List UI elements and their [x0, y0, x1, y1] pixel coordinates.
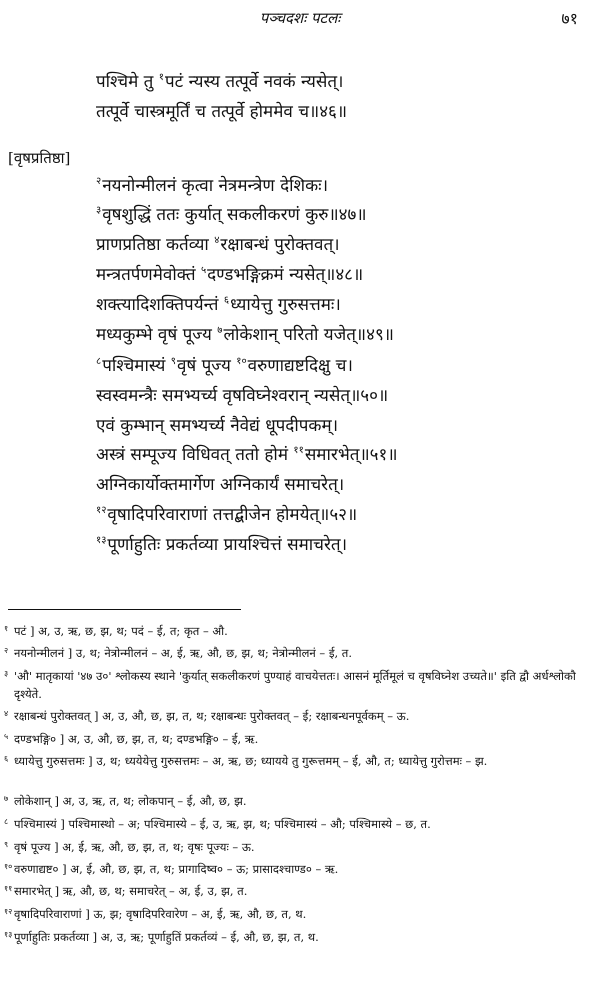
verse-line: स्वस्वमन्त्रैः समभ्यर्च्य वृषविघ्नेश्वरान् न्यसेत्॥५०॥: [96, 386, 389, 406]
footnote-text: पूर्णाहुतिः प्रकर्तव्या ] अ, उ, ऋ; पूर्णाहुतिं प्रकर्तव्यं – ई, औ, छ, झ, त, थ.: [14, 930, 319, 944]
footnote-mark: १०: [236, 356, 247, 368]
footnote-number: २: [4, 646, 9, 655]
verse-line: प्राणप्रतिष्ठा कर्तव्या $^४$रक्षाबन्धं पुरोक्तवत्।: [96, 235, 340, 255]
footnote-mark: ७: [217, 325, 223, 337]
footnote: [4, 882, 584, 900]
footnote-mark: ५: [200, 265, 207, 277]
footnote-mark: ९: [170, 356, 176, 368]
footnote-number: ७: [4, 794, 9, 803]
verse-line: अग्निकार्योक्तमार्गेण अग्निकार्यं समाचरेत्।: [96, 475, 345, 495]
footnote-mark: ८: [96, 356, 102, 368]
verse-line: $^{१३}$पूर्णाहुतिः प्रकर्तव्या प्रायश्चित्तं समाचरेत्।: [96, 535, 348, 555]
footnote-divider: [8, 609, 241, 610]
footnote-text: वरुणाद्यष्ट० ] अ, ई, औ, छ, झ, त, थ; प्रागादिष्व० – ऊ; प्रासादश्चाण्ड० – ऋ.: [14, 862, 339, 876]
footnote-mark: ११: [293, 445, 304, 457]
footnote: [4, 752, 584, 770]
footnote-number: ११: [4, 884, 13, 893]
footnote-mark: १३: [96, 535, 107, 547]
chapter-title: पञ्चदशः पटलः: [259, 9, 341, 27]
footnote: [4, 905, 584, 923]
verse-line: $^८$पश्चिमास्यं $^९$वृषं पूज्य $^{१०}$वरुणाद्यष्टदिक्षु च।: [96, 356, 353, 376]
verse-line: अस्त्रं सम्पूज्य विधिवत् ततो होमं $^{११}$समारभेत्॥५१॥: [96, 445, 398, 465]
footnote-number: ४: [4, 709, 9, 718]
footnote-number: ९: [4, 840, 9, 849]
footnote-mark: १२: [96, 505, 107, 517]
footnote-mark: १: [158, 72, 164, 84]
footnote-number: १३: [4, 930, 13, 939]
footnote-text: दण्डभङ्गि० ] अ, उ, औ, छ, झ, त, थ; दण्डभङ्गि० – ई, ऋ.: [14, 732, 259, 746]
verse-line: मध्यकुम्भे वृषं पूज्य $^७$लोकेशान् परितो यजेत्॥४९॥: [96, 325, 394, 345]
footnote: [4, 707, 584, 725]
verse-line: मन्त्रतर्पणमेवोक्तं $^५$दण्डभङ्गिक्रमं न्यसेत्॥४८॥: [96, 265, 364, 285]
footnote-mark: २: [96, 176, 102, 188]
footnote-text: वृषं पूज्य ] अ, ई, ऋ, औ, छ, झ, त, थ; वृषः पूज्यः – ऊ.: [14, 840, 255, 854]
footnote-mark: ३: [96, 205, 102, 217]
footnote-text: समारभेत् ] ऋ, औ, छ, थ; समाचरेत् – अ, ई, उ, झ, त.: [14, 884, 248, 898]
footnote-number: ६: [4, 754, 9, 763]
footnote: [4, 644, 584, 662]
verse-line: तत्पूर्वे चास्त्रमूर्तिं च तत्पूर्वे होममेव च॥४६॥: [96, 102, 348, 122]
footnote-text: वृषादिपरिवाराणां ] ऊ, झ; वृषादिपरिवारेण – अ, ई, ऋ, औ, छ, त, थ.: [14, 907, 307, 921]
verse-line: पश्चिमे तु $^१$पटं न्यस्य तत्पूर्वे नवकं न्यसेत्।: [96, 72, 344, 92]
footnote-text: 'औ' मातृकायां '४७ उ०' श्लोकस्य स्थाने 'कुर्यात् सकलीकरणं पुण्याहं वाचयेत्ततः। आसनं मूर्तिमूलं च वृषविघ्नेश उच्यते॥' इति द्वौ अर्धश्लोकौ दृश्येते.: [14, 669, 576, 701]
footnote-text: नयनोन्मीलनं ] उ, थ; नेत्रोन्मीलनं – अ, ई, ऋ, औ, छ, झ, थ; नेत्रोन्मीलनं – ई, त.: [14, 646, 352, 660]
verse-line: शक्त्यादिशक्तिपर्यन्तं $^६$ध्यायेत्तु गुरुसत्तमः।: [96, 295, 341, 315]
footnote: [4, 860, 584, 878]
footnote-number: ५: [4, 732, 9, 741]
footnote-text: पटं ] अ, उ, ऋ, छ, झ, थ; पदं – ई, त; कृत – औ.: [14, 624, 228, 638]
footnote: [4, 667, 584, 703]
footnote-number: १२: [4, 907, 13, 916]
footnote: [4, 792, 584, 810]
verse-line: $^२$नयनोन्मीलनं कृत्वा नेत्रमन्त्रेण देशिकः।: [96, 176, 329, 196]
footnote: [4, 815, 584, 833]
verse-line: एवं कुम्भान् समभ्यर्च्य नैवेद्यं धूपदीपकम्।: [96, 416, 339, 436]
footnote-number: ३: [4, 669, 9, 678]
footnote: [4, 838, 584, 856]
footnote: [4, 730, 584, 748]
footnote-mark: ६: [223, 295, 230, 307]
verse-line: $^{१२}$वृषादिपरिवाराणां तत्तद्बीजेन होमयेत्॥५२॥: [96, 505, 358, 525]
footnote-text: रक्षाबन्धं पुरोक्तवत् ] अ, उ, औ, छ, झ, त, थ; रक्षाबन्धः पुरोक्तवत् – ई; रक्षाबन्धनपूर्वकम् – ऊ.: [14, 709, 410, 723]
footnote-number: १: [4, 624, 9, 633]
footnote-text: पश्चिमास्यं ] पश्चिमास्थो – अ; पश्चिमास्ये – ई, उ, ऋ, झ, थ; पश्चिमास्यं – औ; पश्चिमास्ये – छ, त.: [14, 817, 431, 831]
section-label: [वृषप्रतिष्ठा]: [8, 149, 71, 167]
verse-line: $^३$वृषशुद्धिं ततः कुर्यात् सकलीकरणं कुरु॥४७॥: [96, 205, 367, 225]
footnote-number: ८: [4, 817, 9, 826]
footnote-text: ध्यायेत्तु गुरुसत्तमः ] उ, थ; ध्ययेयेत्तु गुरुसत्तमः – अ, ऋ, छ; ध्यायये तु गुरूत्तमम् – ई, औ, त; ध्यायेत्तु गुरोत्तमः – झ.: [14, 754, 488, 768]
footnote-mark: ४: [214, 235, 220, 247]
footnote-number: १०: [4, 862, 13, 871]
footnote: [4, 928, 584, 946]
page-number: ७१: [561, 9, 578, 28]
footnote-text: लोकेशान् ] अ, उ, ऋ, त, थ; लोकपान् – ई, औ, छ, झ.: [14, 794, 247, 808]
footnote: [4, 622, 584, 640]
